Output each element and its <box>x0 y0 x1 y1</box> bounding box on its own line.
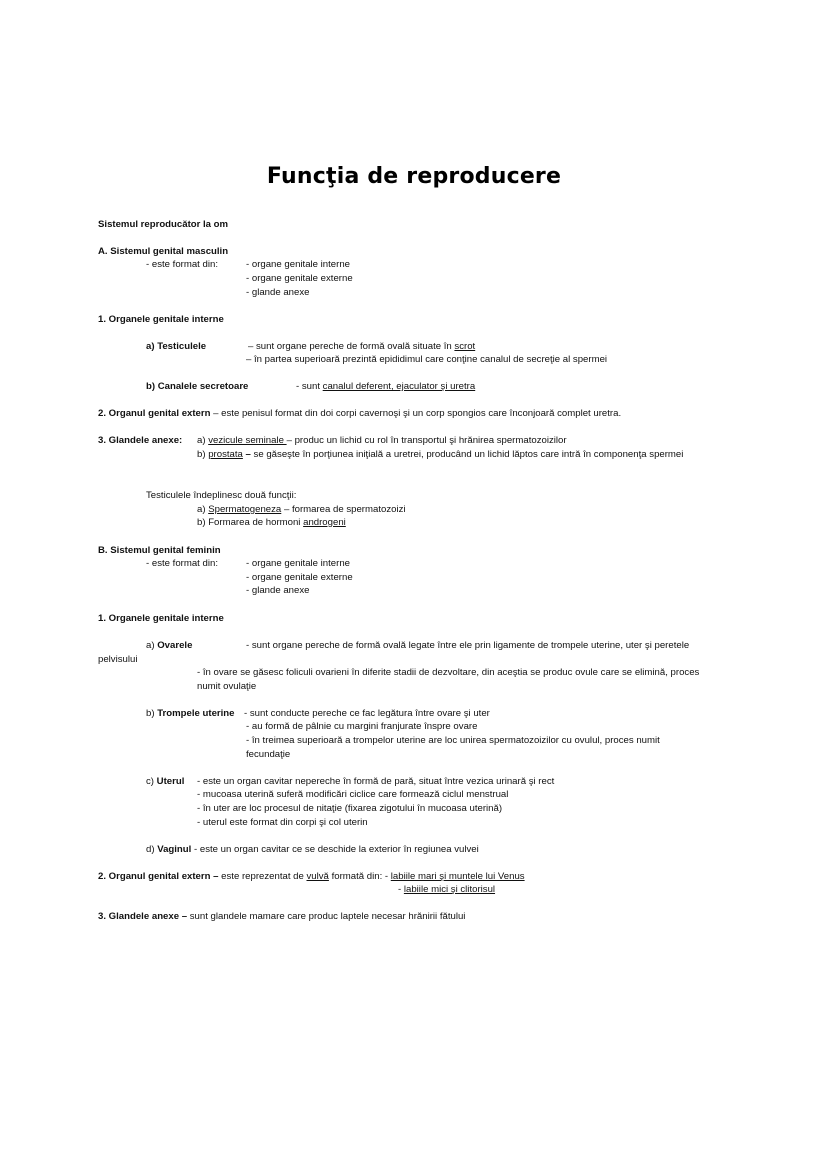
female-external: 2. Organul genital extern – este reprezentat de vulvă formată din: - labiile mari şi muntele lui Venus <box>98 871 525 882</box>
male-heading-text: A. Sistemul genital masculin <box>98 246 229 257</box>
uterus-line: - în uter are loc procesul de nitaţie (fixarea zigotului în mucoasa uterină) <box>197 803 503 814</box>
ovaries-line: numit ovulaţie <box>197 681 257 692</box>
male-format-label: - este format din: <box>146 259 218 270</box>
tubes-line: fecundaţie <box>246 749 291 760</box>
function-item: b) Formarea de hormoni androgeni <box>197 517 346 528</box>
ovaries-line: - sunt organe pereche de formă ovală legate între ele prin ligamente de trompele uterine, uter şi peretele <box>246 640 690 651</box>
female-format-item: - organe genitale externe <box>246 572 353 583</box>
vagina-line: d) Vaginul - este un organ cavitar ce se deschide la exterior în regiunea vulvei <box>146 844 479 855</box>
section-subtitle: Sistemul reproducător la om <box>98 219 229 230</box>
uterus-line: - mucoasa uterină suferă modificări ciclice care formează ciclul menstrual <box>197 789 509 800</box>
scrot-link: scrot <box>454 341 476 352</box>
uterus-label: c) Uterul <box>146 776 185 787</box>
uterus-line: - uterul este format din corpi şi col uterin <box>197 817 368 828</box>
canals-label: b) Canalele secretoare <box>146 381 249 392</box>
testicles-line: – sunt organe pereche de formă ovală situate în scrot <box>248 341 476 352</box>
female-heading: B. Sistemul genital feminin <box>98 545 221 556</box>
male-heading <box>98 245 228 258</box>
functions-heading: Testiculele îndeplinesc două funcţii: <box>146 490 297 501</box>
testicles-line: – în partea superioară prezintă epididimul care conţine canalul de secreţie al spermei <box>246 354 608 365</box>
male-internal-heading: 1. Organele genitale interne <box>98 314 224 325</box>
male-format-item: - organe genitale externe <box>246 273 353 284</box>
male-format-item: - organe genitale interne <box>246 259 351 270</box>
canals-text: - sunt canalul deferent, ejaculator şi uretra <box>296 381 476 392</box>
tubes-line: - au formă de pâlnie cu margini franjurate înspre ovare <box>246 721 478 732</box>
female-glands: 3. Glandele anexe – sunt glandele mamare care produc laptele necesar hrănirii fătului <box>98 911 466 922</box>
ovaries-line: pelvisului <box>98 654 138 665</box>
gland-item: b) prostata – se găseşte în porţiunea iniţială a uretrei, producând un lichid lăptos care intră în componenţa spermei <box>197 449 684 460</box>
male-glands-label: 3. Glandele anexe: <box>98 435 183 446</box>
female-external-item: - labiile mici şi clitorisul <box>398 884 496 895</box>
tubes-line: - în treimea superioară a trompelor uterine are loc unirea spermatozoizilor cu ovulul, proces numit <box>246 735 660 746</box>
uterus-line: - este un organ cavitar nepereche în formă de pară, situat între vezica urinară şi rect <box>197 776 555 787</box>
page-title: Funcţia de reproducere <box>266 164 562 189</box>
function-item: a) Spermatogeneza – formarea de spermatozoizi <box>197 504 406 515</box>
ovaries-line: - în ovare se găsesc foliculi ovarieni în diferite stadii de dezvoltare, din aceştia se produc ovule care se elimină, proces <box>197 667 700 678</box>
female-internal-heading: 1. Organele genitale interne <box>98 613 224 624</box>
tubes-line: - sunt conducte pereche ce fac legătura între ovare şi uter <box>244 708 490 719</box>
male-format-item: - glande anexe <box>246 287 310 298</box>
tubes-label: b) Trompele uterine <box>146 708 235 719</box>
canals-link: canalul deferent, ejaculator şi uretra <box>322 381 476 392</box>
female-format-item: - organe genitale interne <box>246 558 351 569</box>
gland-item: a) vezicule seminale – produc un lichid cu rol în transportul şi hrănirea spermatozoizilor <box>197 435 567 446</box>
male-external: 2. Organul genital extern – este penisul format din doi corpi cavernoşi şi un corp spongios care înconjoară complet uretra. <box>98 408 622 419</box>
testicles-label: a) Testiculele <box>146 341 207 352</box>
female-format-label: - este format din: <box>146 558 218 569</box>
ovaries-label: a) Ovarele <box>146 640 193 651</box>
female-format-item: - glande anexe <box>246 585 310 596</box>
